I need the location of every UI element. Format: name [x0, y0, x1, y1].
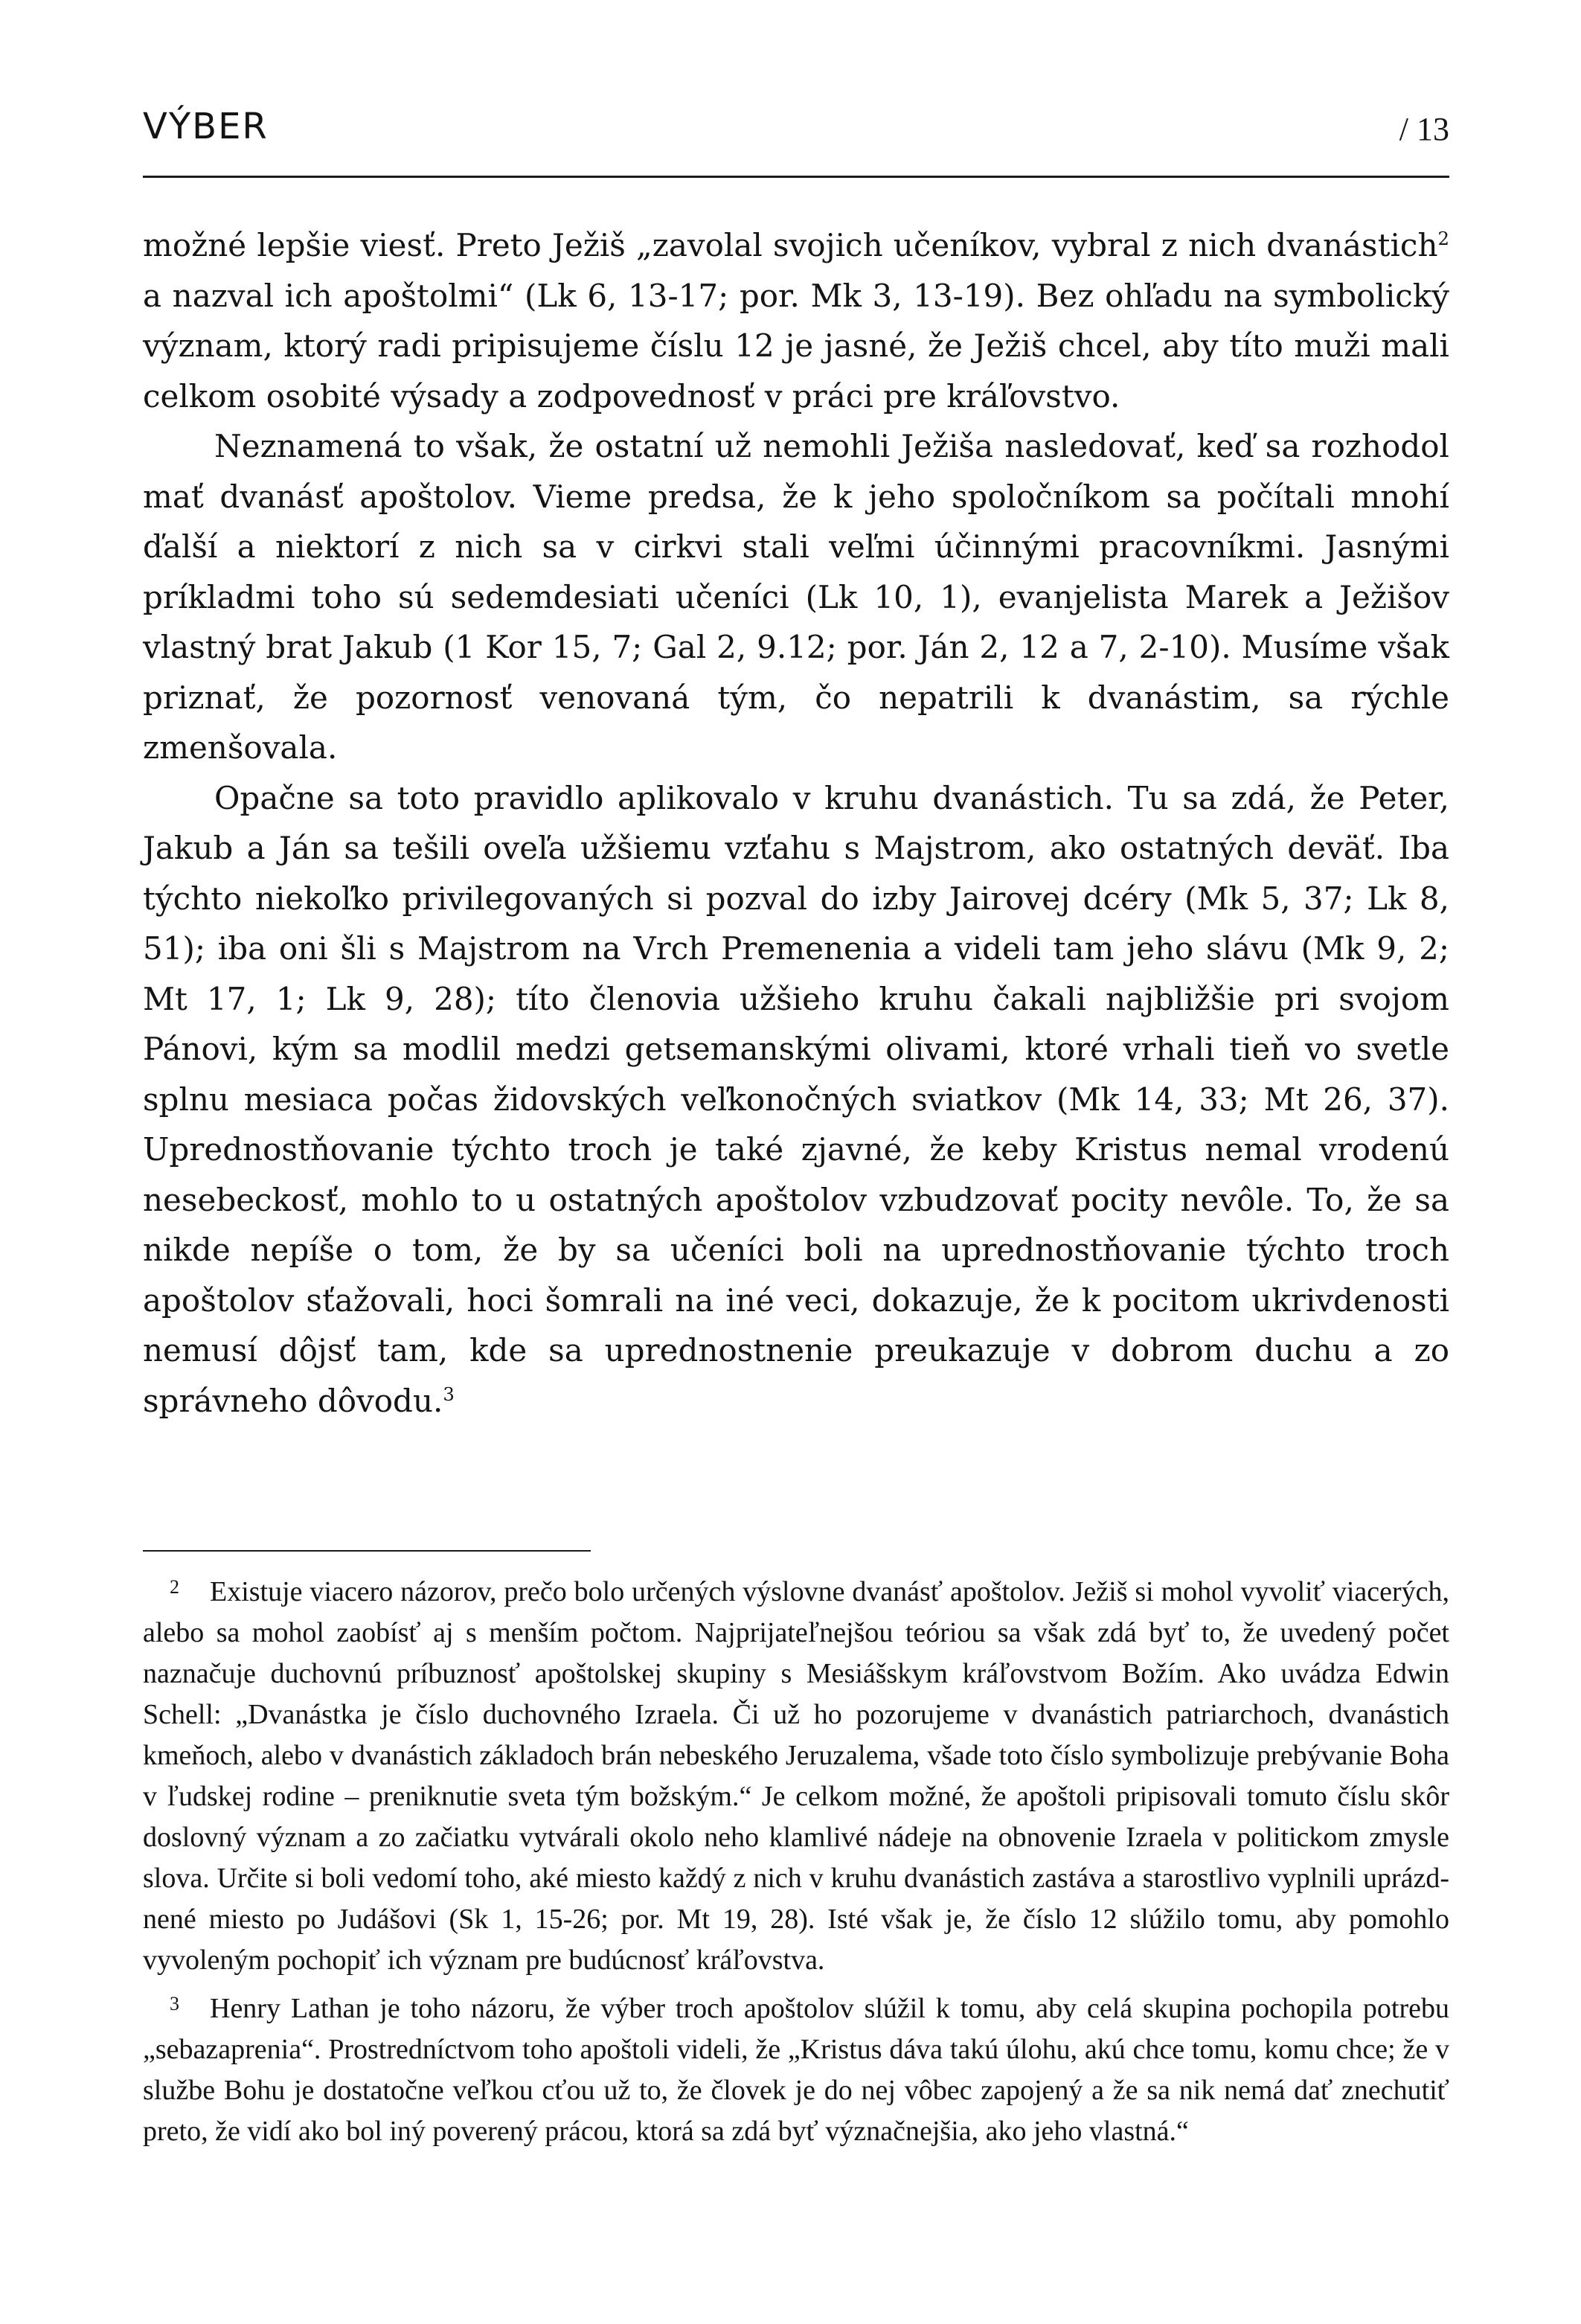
footnote-3: 3 Henry Lathan je toho názoru, že výber troch apoštolov slúžil k tomu, aby celá skupina pochopila potrebu „sebazaprenia“. Prostredníctvom toho apoštoli videli, že „Kristus dáva takú úlohu, akú chce tomu, komu chce; že v službe Bohu je dostatočne veľkou cťou už to, že človek je do nej vôbec zapojený a že sa nik nemá dať znechutiť preto, že vidí ako bol iný poverený prácou, ktorá sa zdá byť význačnejšia, ako jeho vlastná.“ [143, 1993, 1449, 2147]
paragraph-3 [143, 773, 1449, 1427]
page-number: / 13 [1399, 111, 1449, 147]
footnotes [143, 1572, 1449, 2160]
paragraph-2: Neznamená to však, že ostatní už nemohli Ježiša nasledovať, keď sa rozhodol mať dvanásť apoštolov. Vieme predsa, že k jeho spoločníkom sa počítali mnohí ďalší a niektorí z nich sa v cirkvi stali veľmi účinnými pracovníkmi. Jasnými príkladmi toho sú sedemdesiati učeníci (Lk 10, 1), evanjelista Marek a Ježišov vlastný brat Jakub (1 Kor 15, 7; Gal 2, 9.12; por. Ján 2, 12 a 7, 2-10). Musíme však priznať, že pozornosť venovaná tým, čo nepatrili k dvanástim, sa rýchle zmenšovala. [143, 428, 1449, 766]
footnote-2: 2 Existuje viacero názorov, prečo bolo určených výslovne dvanásť apoštolov. Ježiš si mohol vyvoliť viacerých, alebo sa mohol zaobísť aj s menším počtom. Najprijateľnejšou teóriou sa však zdá byť to, že uvedený počet naznačuje duchovnú príbuznosť apoštolskej skupiny s Mesiášskym kráľovstvom Božím. Ako uvádza Edwin Schell: „Dvanástka je číslo duchovného Izraela. Či už ho pozorujeme v dvanástich patriarchoch, dvanástich kmeňoch, alebo v dvanástich základoch brán nebeského Jeruzalema, všade toto číslo symbolizuje prebývanie Boha v ľudskej rodine – preniknutie sveta tým božským.“ Je celkom možné, že apoštoli pripisovali tomuto číslu skôr doslovný význam a zo začiatku vytvárali okolo neho klamlivé nádeje na obnovenie Izraela v politickom zmysle slova. Určite si boli vedomí toho, aké miesto každý z nich v kruhu dvanástich zastáva a starostlivo vyplnili uprázdnené miesto po Judášovi (Sk 1, 15-26; por. Mt 19, 28). Isté však je, že číslo 12 slúžilo tomu, aby pomohlo vyvoleným pochopiť ich význam pre budúcnosť kráľovstva. [143, 1576, 1449, 1976]
footnote-ref-2[interactable]: 2 [1437, 227, 1449, 249]
main-text [143, 220, 1449, 1426]
footnote-ref-3[interactable]: 3 [443, 1383, 455, 1405]
running-title: VÝBER [143, 106, 269, 147]
footnote-text: Existuje viacero názorov, prečo bolo určených výslovne dvanásť apoštolov. Ježiš si mohol vyvoliť viacerých, alebo sa mohol zaobísť aj s menším počtom. Najprijateľnejšou teóriou sa však zdá byť to, že uvedený počet naznačuje duchovnú príbuznosť apoštolskej skupiny s Mesiášskym kráľovstvom Božím. Ako uvádza Edwin Schell: „Dvanástka je číslo duchovného Izraela. Či už ho pozorujeme v dvanástich patriarchoch, dvanástich kmeňoch, alebo v dvanástich základoch brán nebeského Jeruzalema, všade toto číslo symbolizuje prebývanie Boha v ľudskej rodine – preniknutie sveta tým božským.“ Je celkom možné, že apoštoli pripisovali tomuto číslu skôr doslovný význam a zo začiatku vytvárali okolo neho klamlivé nádeje na obnovenie Izraela v politickom zmysle slova. Určite si boli vedomí toho, aké miesto každý z nich v kruhu dvanástich zastáva a starostlivo vyplnili uprázdnené miesto po Judášovi (Sk 1, 15-26; por. Mt 19, 28). Isté však je, že číslo 12 slúžilo tomu, aby pomohlo vyvoleným pochopiť ich význam pre budúcnosť kráľovstva. [143, 1576, 1449, 1976]
footnote-rule [143, 1550, 591, 1552]
footnote-text: Henry Lathan je toho názoru, že výber troch apoštolov slúžil k tomu, aby celá skupina pochopila potrebu „sebazaprenia“. Prostredníctvom toho apoštoli videli, že „Kristus dáva takú úlohu, akú chce tomu, komu chce; že v službe Bohu je dostatočne veľkou cťou už to, že človek je do nej vôbec zapojený a že sa nik nemá dať znechutiť preto, že vidí ako bol iný poverený prácou, ktorá sa zdá byť význačnejšia, ako jeho vlastná.“ [143, 1993, 1449, 2147]
paragraph-3-text: Opačne sa toto pravidlo aplikovalo v kruhu dvanástich. Tu sa zdá, že Peter, Jakub a Ján sa tešili oveľa užšiemu vzťahu s Majstrom, ako ostatných deväť. Iba týchto niekoľko privilegovaných si pozval do izby Jairovej dcéry (Mk 5, 37; Lk 8, 51); iba oni šli s Majstrom na Vrch Premenenia a videli tam jeho slávu (Mk 9, 2; Mt 17, 1; Lk 9, 28); títo členovia užšieho kruhu čakali najbližšie pri svojom Pánovi, kým sa modlil medzi getsemanskými olivami, ktoré vrhali tieň vo svetle splnu mesiaca počas židovských veľkonočných sviatkov (Mk 14, 33; Mt 26, 37). Uprednostňovanie týchto troch je také zjavné, že keby Kristus nemal vrodenú nesebeckosť, mohlo to u ostatných apoštolov vzbudzovať pocity nevôle. To, že sa nikde nepíše o tom, že by sa učeníci boli na uprednostňovanie týchto troch apoštolov sťažovali, hoci šomrali na iné veci, dokazuje, že k pocitom ukrivdenosti nemusí dôjsť tam, kde sa uprednostnenie preukazuje v dobrom duchu a zo správneho dôvodu. [143, 779, 1449, 1419]
paragraph-1-end: a nazval ich apoštolmi“ (Lk 6, 13-17; por. Mk 3, 13-19). Bez ohľadu na symbolický význam, ktorý radi pripisujeme číslu 12 je jasné, že Ježiš chcel, aby títo muži mali celkom osobité výsady a zodpovednosť v práci pre kráľovstvo. [143, 277, 1449, 414]
running-header [143, 104, 1449, 156]
paragraph-1 [143, 220, 1449, 421]
header-rule [143, 176, 1449, 178]
paragraph-1-start: možné lepšie viesť. Preto Ježiš „zavolal svojich učeníkov, vybral z nich dvanástich [143, 227, 1438, 263]
